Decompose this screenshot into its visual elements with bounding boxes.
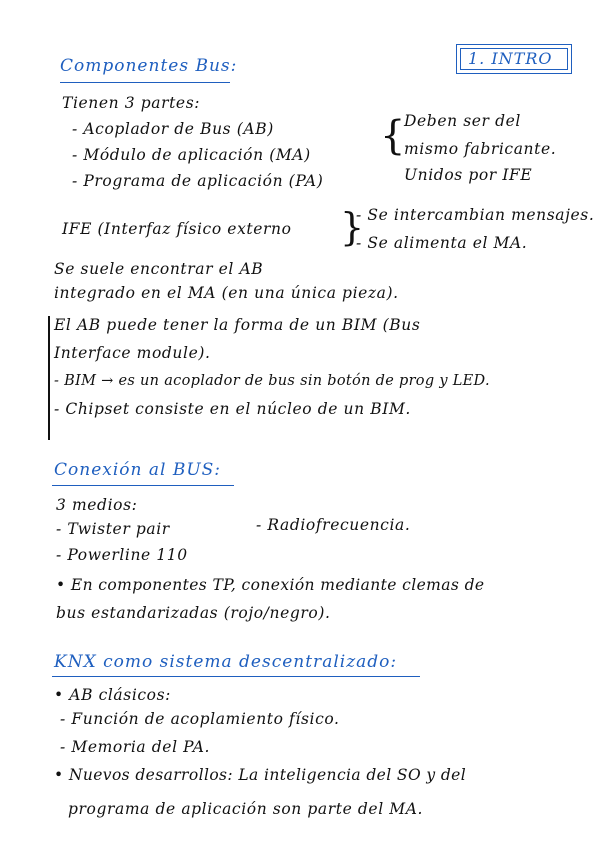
- line-partes: Tienen 3 partes:: [62, 94, 201, 112]
- medio-radio: - Radiofrecuencia.: [256, 516, 411, 534]
- title-underline: [52, 676, 420, 677]
- brace-icon: {: [380, 113, 406, 159]
- note-line-2: mismo fabricante.: [404, 140, 557, 158]
- bim-line-2: Interface module).: [54, 344, 211, 362]
- note-line-1: Deben ser del: [404, 112, 521, 130]
- ife-item-2: - Se alimenta el MA.: [356, 234, 528, 252]
- medio-twisted: - Twister pair: [56, 520, 170, 538]
- tp-line-2: bus estandarizadas (rojo/negro).: [56, 604, 331, 622]
- ife-line: IFE (Interfaz físico externo: [62, 220, 292, 238]
- ife-item-1: - Se intercambian mensajes.: [356, 206, 595, 224]
- suele-line-1: Se suele encontrar el AB: [54, 260, 264, 278]
- medio-powerline: - Powerline 110: [56, 546, 188, 564]
- nuevos-line-1: • Nuevos desarrollos: La inteligencia del SO y del: [54, 766, 467, 784]
- part-ma: - Módulo de aplicación (MA): [72, 146, 311, 164]
- bim-line-3: - BIM → es un acoplador de bus sin botón de prog y LED.: [54, 373, 490, 389]
- suele-line-2: integrado en el MA (en una única pieza).: [54, 284, 399, 302]
- funcion-line: - Función de acoplamiento físico.: [60, 710, 340, 728]
- tp-line-1: • En componentes TP, conexión mediante clemas de: [56, 576, 485, 594]
- bim-line-1: El AB puede tener la forma de un BIM (Bus: [54, 316, 421, 334]
- section-title-knx: KNX como sistema descentralizado:: [54, 652, 398, 672]
- bim-line-4: - Chipset consiste en el núcleo de un BIM.: [54, 400, 411, 418]
- memoria-line: - Memoria del PA.: [60, 738, 211, 756]
- title-underline: [52, 485, 234, 486]
- section-title-conexion: Conexión al BUS:: [54, 460, 222, 480]
- brace-icon: }: [340, 205, 365, 249]
- title-underline: [60, 82, 230, 83]
- margin-bar: [48, 316, 50, 440]
- ab-clasicos: • AB clásicos:: [54, 686, 171, 704]
- section-title-componentes: Componentes Bus:: [60, 56, 238, 76]
- part-ab: - Acoplador de Bus (AB): [72, 120, 274, 138]
- intro-label: 1. INTRO: [468, 49, 553, 68]
- note-line-3: Unidos por IFE: [404, 166, 533, 184]
- nuevos-line-2: programa de aplicación son parte del MA.: [68, 800, 424, 818]
- part-pa: - Programa de aplicación (PA): [72, 172, 324, 190]
- medios-line: 3 medios:: [56, 496, 138, 514]
